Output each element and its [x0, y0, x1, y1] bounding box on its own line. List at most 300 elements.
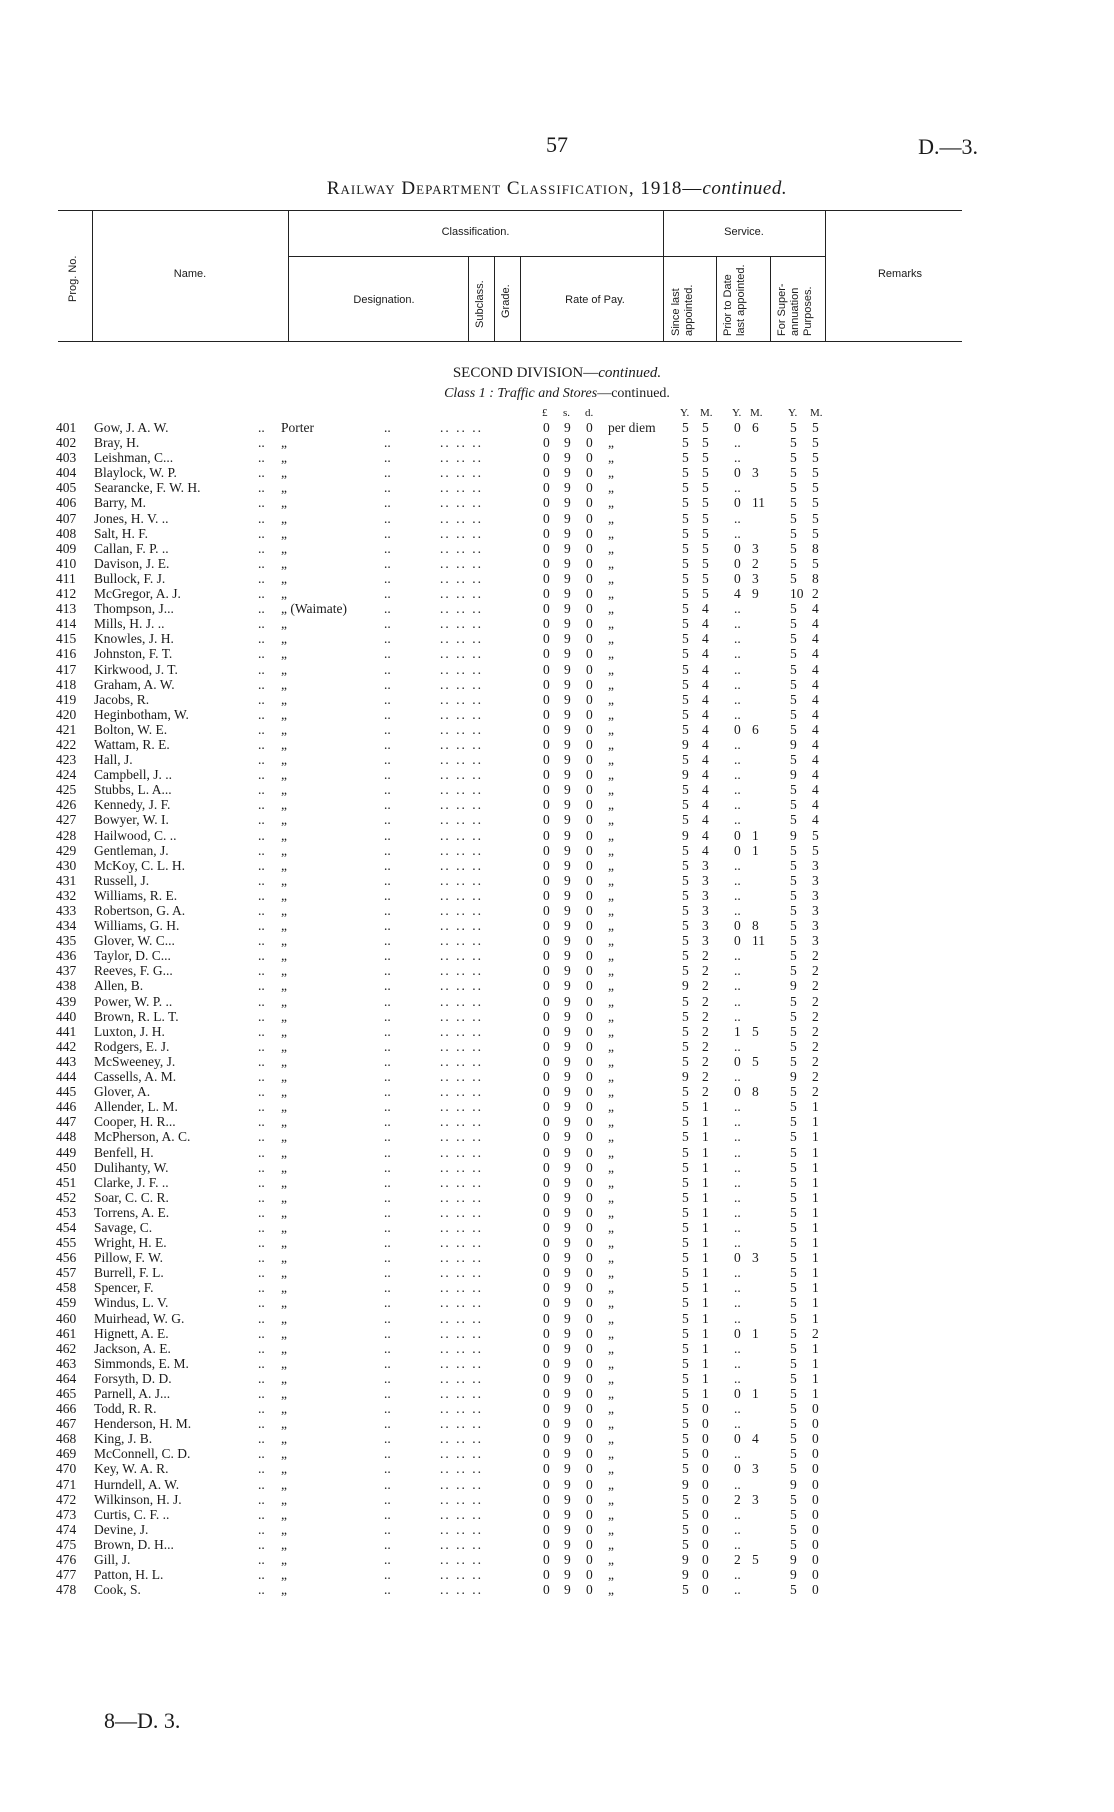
employee-name: Wright, H. E. [94, 1235, 167, 1251]
prior-years: .. [734, 752, 741, 768]
leader-dots: .. [384, 767, 391, 783]
row-number: 477 [56, 1567, 77, 1583]
class-heading [0, 386, 1114, 402]
total-months: 0 [812, 1582, 819, 1598]
since-months: 0 [702, 1521, 709, 1537]
pay-unit: „ [608, 1295, 614, 1311]
row-number: 475 [56, 1536, 77, 1552]
pay-pounds: 0 [543, 1431, 550, 1447]
leader-dots: .. [384, 586, 391, 602]
total-years: 5 [790, 1280, 797, 1296]
pay-shillings: 9 [564, 993, 571, 1009]
prior-years: 0 [734, 540, 741, 556]
employee-name: Leishman, C... [94, 450, 174, 466]
prior-years: 0 [734, 1250, 741, 1266]
pay-pence: 0 [586, 963, 593, 979]
leader-dots: .. .. .. [440, 525, 483, 541]
designation: „ [281, 1476, 287, 1492]
pay-pounds: 0 [543, 933, 550, 949]
leader-dots: .. .. .. [440, 918, 483, 934]
pay-pounds: 0 [543, 631, 550, 647]
total-months: 4 [812, 812, 819, 828]
employee-name: Hall, J. [94, 752, 133, 768]
pay-shillings: 9 [564, 1325, 571, 1341]
pay-shillings: 9 [564, 827, 571, 843]
designation: „ [281, 887, 287, 903]
since-months: 5 [702, 435, 709, 451]
pay-unit: „ [608, 1521, 614, 1537]
total-years: 5 [790, 903, 797, 918]
pay-pounds: 0 [543, 1521, 550, 1537]
leader-dots: .. [258, 1295, 265, 1311]
pay-pounds: 0 [543, 1552, 550, 1568]
pay-pence: 0 [586, 1008, 593, 1024]
row-number: 435 [56, 933, 77, 949]
employee-name: Allender, L. M. [94, 1099, 178, 1115]
total-months: 1 [812, 1386, 819, 1401]
since-months: 1 [702, 1235, 709, 1251]
since-months: 4 [702, 767, 709, 783]
pay-unit: „ [608, 963, 614, 979]
prior-years: 4 [734, 586, 741, 602]
leader-dots: .. [258, 1446, 265, 1462]
since-years: 5 [682, 1461, 689, 1477]
since-years: 5 [682, 435, 689, 451]
row-number: 409 [56, 540, 77, 556]
pay-shillings: 9 [564, 480, 571, 496]
since-months: 1 [702, 1370, 709, 1386]
leader-dots: .. [258, 570, 265, 586]
prior-months: 4 [752, 1431, 759, 1447]
pay-unit: „ [608, 752, 614, 768]
leader-dots: .. [384, 525, 391, 541]
prior-years: .. [734, 797, 741, 813]
employee-name: Soar, C. C. R. [94, 1189, 169, 1205]
designation: „ [281, 721, 287, 737]
employee-name: Davison, J. E. [94, 555, 170, 571]
leader-dots: .. [258, 933, 265, 949]
pay-shillings: 9 [564, 435, 571, 451]
leader-dots: .. .. .. [440, 842, 483, 858]
pay-pounds: 0 [543, 872, 550, 888]
leader-dots: .. [258, 1189, 265, 1205]
total-years: 5 [790, 1114, 797, 1130]
total-months: 1 [812, 1144, 819, 1160]
row-number: 428 [56, 827, 77, 843]
pay-shillings: 9 [564, 1416, 571, 1432]
leader-dots: .. .. .. [440, 1189, 483, 1205]
leader-dots: .. [384, 616, 391, 632]
pay-pence: 0 [586, 918, 593, 934]
pay-shillings: 9 [564, 1370, 571, 1386]
table-row [0, 450, 1114, 465]
row-number: 451 [56, 1174, 77, 1190]
pay-unit: „ [608, 1431, 614, 1447]
since-years: 5 [682, 1325, 689, 1341]
pay-pence: 0 [586, 1189, 593, 1205]
pay-shillings: 9 [564, 646, 571, 662]
employee-name: Knowles, J. H. [94, 631, 174, 647]
total-years-head: Y. [788, 407, 798, 419]
pay-pence: 0 [586, 646, 593, 662]
since-years: 5 [682, 676, 689, 692]
leader-dots: .. .. .. [440, 1250, 483, 1266]
leader-dots: .. .. .. [440, 948, 483, 964]
row-number: 438 [56, 978, 77, 994]
since-years: 9 [682, 1069, 689, 1085]
leader-dots: .. .. .. [440, 706, 483, 722]
total-years: 5 [790, 1310, 797, 1326]
pay-shillings: 9 [564, 1189, 571, 1205]
since-years: 5 [682, 1204, 689, 1220]
table-row [0, 797, 1114, 812]
leader-dots: .. [384, 782, 391, 798]
prior-months: 3 [752, 465, 759, 481]
employee-name: Allen, B. [94, 978, 144, 994]
designation: „ [281, 631, 287, 647]
employee-name: Jones, H. V. .. [94, 510, 169, 526]
total-months: 3 [812, 918, 819, 934]
since-years: 5 [682, 1295, 689, 1311]
leader-dots: .. [384, 1295, 391, 1311]
pay-shillings: 9 [564, 903, 571, 918]
leader-dots: .. .. .. [440, 1174, 483, 1190]
designation: „ [281, 661, 287, 677]
row-number: 412 [56, 586, 77, 602]
employee-name: Mills, H. J. .. [94, 616, 165, 632]
pay-shillings: 9 [564, 812, 571, 828]
leader-dots: .. [384, 1567, 391, 1583]
row-number: 418 [56, 676, 77, 692]
pay-unit: „ [608, 978, 614, 994]
prior-years: .. [734, 691, 741, 707]
total-years: 5 [790, 1099, 797, 1115]
total-months: 1 [812, 1204, 819, 1220]
designation: Porter [281, 420, 314, 435]
designation: „ [281, 495, 287, 511]
pay-shillings: 9 [564, 1038, 571, 1054]
designation: „ [281, 857, 287, 873]
row-number: 417 [56, 661, 77, 677]
pay-shillings: 9 [564, 1461, 571, 1477]
designation: „ [281, 1567, 287, 1583]
leader-dots: .. .. .. [440, 1340, 483, 1356]
leader-dots: .. [258, 510, 265, 526]
total-months: 2 [812, 1325, 819, 1341]
pay-pounds: 0 [543, 1506, 550, 1522]
since-years: 5 [682, 812, 689, 828]
pay-unit: „ [608, 721, 614, 737]
total-months: 4 [812, 601, 819, 617]
total-months: 2 [812, 1053, 819, 1069]
total-months: 5 [812, 827, 819, 843]
total-months: 2 [812, 948, 819, 964]
pay-unit: „ [608, 1023, 614, 1039]
designation: „ [281, 435, 287, 451]
pay-unit: „ [608, 1506, 614, 1522]
pay-shillings: 9 [564, 1008, 571, 1024]
total-months: 0 [812, 1491, 819, 1507]
pay-pounds: 0 [543, 616, 550, 632]
prior-years: .. [734, 1370, 741, 1386]
leader-dots: .. .. .. [440, 1370, 483, 1386]
pay-unit: „ [608, 1582, 614, 1598]
leader-dots: .. [258, 1567, 265, 1583]
pay-pounds: 0 [543, 525, 550, 541]
leader-dots: .. [258, 1008, 265, 1024]
leader-dots: .. [258, 842, 265, 858]
table-row [0, 571, 1114, 586]
pay-shillings: 9 [564, 706, 571, 722]
total-years: 5 [790, 616, 797, 632]
since-months: 2 [702, 1038, 709, 1054]
since-months: 1 [702, 1280, 709, 1296]
total-months: 4 [812, 767, 819, 783]
designation: „ [281, 1174, 287, 1190]
header-divider [825, 210, 826, 341]
pay-pence: 0 [586, 993, 593, 1009]
pay-pence: 0 [586, 1295, 593, 1311]
since-months: 3 [702, 918, 709, 934]
since-months: 0 [702, 1552, 709, 1568]
employee-name: Forsyth, D. D. [94, 1370, 172, 1386]
since-months: 4 [702, 601, 709, 617]
pay-shillings: 9 [564, 1265, 571, 1281]
class-name: Traffic and Stores [497, 386, 598, 401]
since-years: 5 [682, 857, 689, 873]
leader-dots: .. .. .. [440, 752, 483, 768]
pay-shillings: 9 [564, 978, 571, 994]
prior-months-head: M. [750, 407, 763, 419]
total-years: 5 [790, 1536, 797, 1552]
prior-years: .. [734, 1069, 741, 1085]
pay-pounds: 0 [543, 963, 550, 979]
leader-dots: .. .. .. [440, 676, 483, 692]
pay-pence: 0 [586, 1431, 593, 1447]
prior-years: .. [734, 857, 741, 873]
pay-pounds: 0 [543, 1491, 550, 1507]
employee-name: Searancke, F. W. H. [94, 480, 201, 496]
prior-years: .. [734, 812, 741, 828]
leader-dots: .. [384, 1340, 391, 1356]
leader-dots: .. .. .. [440, 435, 483, 451]
since-years: 5 [682, 1340, 689, 1356]
pay-pounds: 0 [543, 797, 550, 813]
since-years: 5 [682, 1506, 689, 1522]
prior-years: .. [734, 963, 741, 979]
pay-shillings: 9 [564, 1567, 571, 1583]
total-months: 2 [812, 978, 819, 994]
leader-dots: .. [258, 812, 265, 828]
table-row [0, 526, 1114, 541]
since-years: 5 [682, 752, 689, 768]
leader-dots: .. .. .. [440, 1386, 483, 1401]
since-months: 2 [702, 963, 709, 979]
employee-name: Stubbs, L. A... [94, 782, 172, 798]
pay-unit: „ [608, 661, 614, 677]
classification-underline [288, 256, 663, 257]
leader-dots: .. .. .. [440, 857, 483, 873]
pay-pounds: 0 [543, 435, 550, 451]
pay-unit: „ [608, 1159, 614, 1175]
pay-unit: „ [608, 525, 614, 541]
division-continued: continued. [598, 365, 662, 381]
table-row [0, 1084, 1114, 1099]
leader-dots: .. [384, 1431, 391, 1447]
pay-shillings: 9 [564, 752, 571, 768]
leader-dots: .. [384, 1099, 391, 1115]
total-months: 5 [812, 435, 819, 451]
designation: „ [281, 1582, 287, 1598]
pay-shillings: 9 [564, 887, 571, 903]
since-years: 5 [682, 933, 689, 949]
pay-unit: „ [608, 948, 614, 964]
pay-pounds: 0 [543, 918, 550, 934]
total-years: 5 [790, 1506, 797, 1522]
employee-name: Glover, A. [94, 1084, 151, 1100]
employee-name: Bolton, W. E. [94, 721, 168, 737]
leader-dots: .. [258, 1099, 265, 1115]
total-months-head: M. [810, 407, 823, 419]
pay-unit: „ [608, 1355, 614, 1371]
pay-unit: „ [608, 1310, 614, 1326]
pay-pence: 0 [586, 872, 593, 888]
prior-years: .. [734, 1582, 741, 1598]
leader-dots: .. [258, 1159, 265, 1175]
row-number: 453 [56, 1204, 77, 1220]
designation: „ [281, 963, 287, 979]
employee-name: Cassells, A. M. [94, 1069, 177, 1085]
since-months: 2 [702, 1023, 709, 1039]
table-row [0, 994, 1114, 1009]
pay-pence: 0 [586, 782, 593, 798]
designation: „ [281, 1069, 287, 1085]
employee-name: Brown, R. L. T. [94, 1008, 179, 1024]
since-years: 5 [682, 963, 689, 979]
leader-dots: .. .. .. [440, 480, 483, 496]
employee-name: Graham, A. W. [94, 676, 175, 692]
total-years: 5 [790, 948, 797, 964]
designation: „ [281, 1023, 287, 1039]
total-years: 5 [790, 1340, 797, 1356]
total-years: 5 [790, 1174, 797, 1190]
row-number: 448 [56, 1129, 77, 1145]
since-months: 4 [702, 676, 709, 692]
row-number: 462 [56, 1340, 77, 1356]
leader-dots: .. [258, 1219, 265, 1235]
prior-years: .. [734, 1280, 741, 1296]
total-months: 4 [812, 782, 819, 798]
row-number: 476 [56, 1552, 77, 1568]
classification-table-body [0, 420, 1114, 1597]
pay-pounds: 0 [543, 495, 550, 511]
pay-unit: „ [608, 782, 614, 798]
since-years: 5 [682, 601, 689, 617]
pay-pence: 0 [586, 1265, 593, 1281]
row-number: 449 [56, 1144, 77, 1160]
employee-name: Rodgers, E. J. [94, 1038, 170, 1054]
total-months: 4 [812, 721, 819, 737]
total-years: 5 [790, 918, 797, 934]
since-years: 5 [682, 1053, 689, 1069]
prior-years: .. [734, 510, 741, 526]
designation: „ [281, 1280, 287, 1296]
since-years: 5 [682, 993, 689, 1009]
table-row [0, 1145, 1114, 1160]
leader-dots: .. [258, 435, 265, 451]
prior-months: 3 [752, 1491, 759, 1507]
since-years: 5 [682, 1582, 689, 1598]
footer-reference: 8—D. 3. [104, 1708, 181, 1733]
leader-dots: .. .. .. [440, 1069, 483, 1085]
row-number: 401 [56, 420, 77, 435]
leader-dots: .. [258, 706, 265, 722]
pay-shillings: 9 [564, 1386, 571, 1401]
pay-pounds: 0 [543, 1099, 550, 1115]
prior-years: 0 [734, 1084, 741, 1100]
pay-pence: 0 [586, 1582, 593, 1598]
subclass-header: Subclass. [474, 280, 486, 328]
designation: „ [281, 933, 287, 949]
leader-dots: .. .. .. [440, 1325, 483, 1341]
total-months: 8 [812, 570, 819, 586]
pay-shillings: 9 [564, 510, 571, 526]
pay-unit: „ [608, 706, 614, 722]
total-months: 1 [812, 1114, 819, 1130]
leader-dots: .. [384, 827, 391, 843]
pay-pence: 0 [586, 1340, 593, 1356]
since-months: 2 [702, 1008, 709, 1024]
pay-shillings: 9 [564, 797, 571, 813]
since-months: 1 [702, 1295, 709, 1311]
pay-shillings: 9 [564, 963, 571, 979]
designation: „ [281, 1114, 287, 1130]
pay-pounds: 0 [543, 887, 550, 903]
row-number: 444 [56, 1069, 77, 1085]
employee-name: Russell, J. [94, 872, 150, 888]
pay-unit: „ [608, 1280, 614, 1296]
pay-pounds: 0 [543, 676, 550, 692]
leader-dots: .. [384, 1008, 391, 1024]
leader-dots: .. .. .. [440, 555, 483, 571]
prior-years: .. [734, 1008, 741, 1024]
pay-shillings: 9 [564, 616, 571, 632]
leader-dots: .. [384, 1235, 391, 1251]
designation: „ [281, 1159, 287, 1175]
leader-dots: .. .. .. [440, 601, 483, 617]
total-years: 5 [790, 480, 797, 496]
employee-name: Windus, L. V. [94, 1295, 169, 1311]
since-months: 2 [702, 993, 709, 1009]
leader-dots: .. [258, 948, 265, 964]
leader-dots: .. .. .. [440, 631, 483, 647]
since-months: 1 [702, 1204, 709, 1220]
prior-years: .. [734, 450, 741, 466]
leader-dots: .. [258, 1552, 265, 1568]
leader-dots: .. .. .. [440, 767, 483, 783]
total-years: 9 [790, 827, 797, 843]
total-months: 0 [812, 1506, 819, 1522]
total-years: 5 [790, 1431, 797, 1447]
since-years: 5 [682, 1521, 689, 1537]
pay-pounds: 0 [543, 782, 550, 798]
prior-years: 0 [734, 420, 741, 435]
leader-dots: .. .. .. [440, 1401, 483, 1417]
employee-name: Callan, F. P. .. [94, 540, 169, 556]
since-years: 5 [682, 782, 689, 798]
designation: „ [281, 1325, 287, 1341]
total-years: 5 [790, 993, 797, 1009]
